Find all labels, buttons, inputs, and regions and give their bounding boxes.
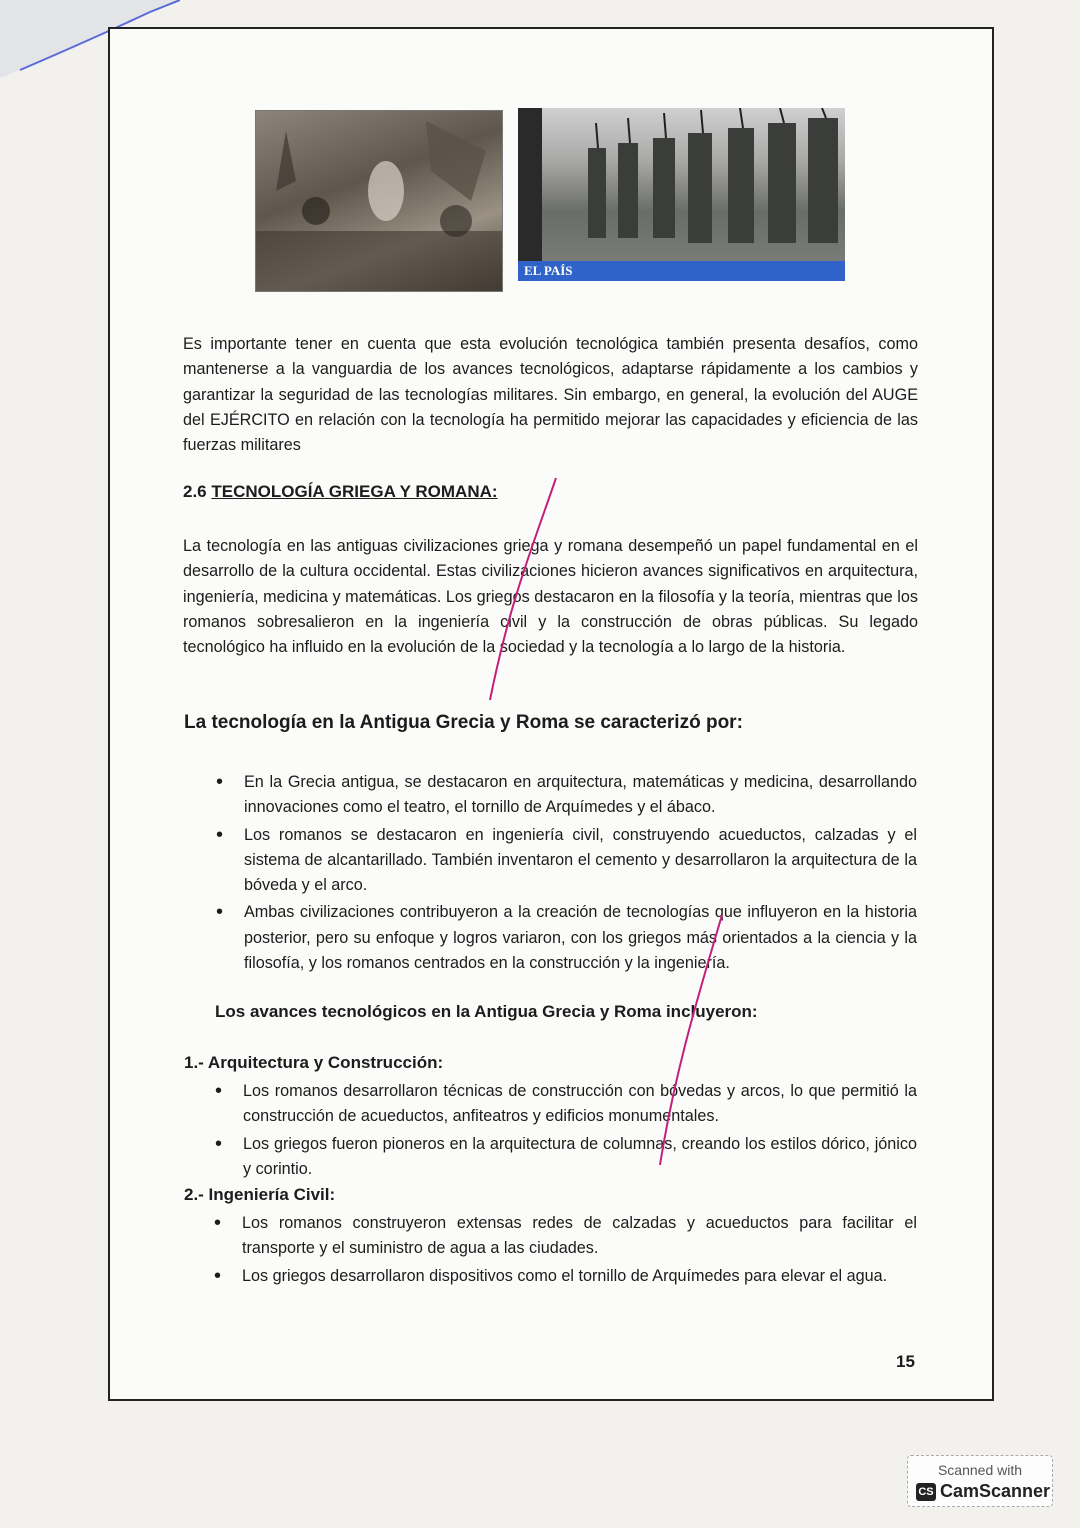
section-title: TECNOLOGÍA GRIEGA Y ROMANA: (211, 482, 498, 501)
group-title-architecture: 1.- Arquitectura y Construcción: (184, 1053, 444, 1072)
intro-paragraph: Es importante tener en cuenta que esta evolución tecnológica también presenta desafíos, como mantenerse a la vanguardia de los avances tecnológicos, adaptarse rápidamente a los cambios y garantizar la seguridad de las tecnologías militares. Sin embargo, en general, la evolución del AUGE del EJÉRCITO en relación con la tecnología ha permitido mejorar las capacidades y eficiencia de las fuerzas militares (183, 335, 918, 455)
group-title-civil-engineering: 2.- Ingeniería Civil: (184, 1185, 336, 1204)
list-item: • Los romanos se destacaron en ingeniería civil, construyendo acueductos, calzadas y el sistema de alcantarillado. También inventaron el cemento y desarrollaron la arquitectura de la bóveda y el arco. (244, 823, 917, 899)
camscanner-logo-icon: CS (916, 1483, 936, 1501)
list-item: • Los romanos construyeron extensas redes de calzadas y acueductos para facilitar el transporte y el suministro de agua a las ciudades. (242, 1211, 917, 1262)
list-item: • Los romanos desarrollaron técnicas de construcción con bóvedas y arcos, lo que permitió la construcción de acueductos, anfiteatros y edificios monumentales. (243, 1079, 917, 1130)
advances-heading: Los avances tecnológicos en la Antigua Grecia y Roma incluyeron: (215, 1002, 758, 1021)
scanner-watermark-line1: Scanned with (937, 1462, 1023, 1478)
page-number: 15 (896, 1352, 915, 1371)
scanner-watermark-brand: CamScanner (940, 1481, 1051, 1501)
scanner-watermark (907, 1455, 1053, 1507)
list-item: • Los griegos desarrollaron dispositivos como el tornillo de Arquímedes para elevar el agua. (242, 1264, 917, 1289)
characteristics-heading: La tecnología en la Antigua Grecia y Roma se caracterizó por: (184, 712, 743, 733)
photo-source-caption: EL PAÍS (524, 263, 573, 278)
architecture-list (243, 1079, 917, 1184)
characteristics-list (244, 770, 917, 978)
section-paragraph: La tecnología en las antiguas civilizaciones griega y romana desempeñó un papel fundamental en el desarrollo de la cultura occidental. Estas civilizaciones hicieron avances significativos en arquitectura, ingeniería, medicina y matemáticas. Los griegos destacaron en la filosofía y la teoría, mientras que los romanos sobresalieron en la ingeniería civil y la construcción de obras públicas. Su legado tecnológico ha influido en la evolución de la sociedad y la tecnología a lo largo de la historia. (183, 537, 918, 657)
section-heading (183, 482, 498, 502)
list-item: • Ambas civilizaciones contribuyeron a la creación de tecnologías que influyeron en la historia posterior, pero su enfoque y logros variaron, con los griegos más orientados a la ciencia y la filosofía, y los romanos centrados en la construcción y la ingeniería. (244, 900, 917, 976)
section-number: 2.6 (183, 482, 212, 501)
historical-painting-photo (255, 110, 503, 292)
marching-soldiers-photo (518, 108, 845, 281)
civil-engineering-list (242, 1211, 917, 1291)
list-item: • Los griegos fueron pioneros en la arquitectura de columnas, creando los estilos dórico, jónico y corintio. (243, 1132, 917, 1183)
list-item: • En la Grecia antigua, se destacaron en arquitectura, matemáticas y medicina, desarrollando innovaciones como el teatro, el tornillo de Arquímedes y el ábaco. (244, 770, 917, 821)
